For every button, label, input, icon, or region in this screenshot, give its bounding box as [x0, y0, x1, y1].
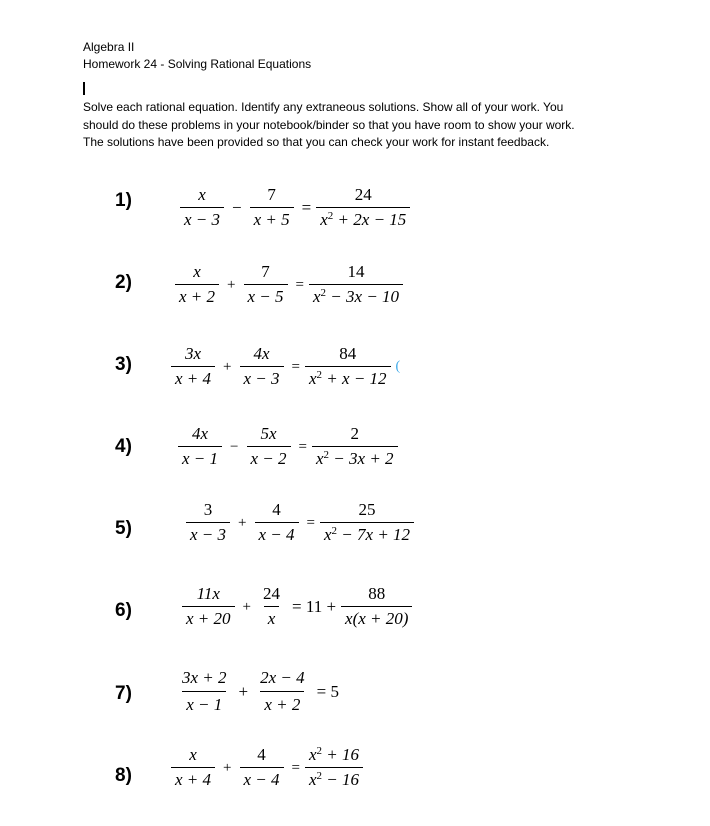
equals-sign: =: [291, 358, 300, 375]
operator: +: [238, 514, 247, 531]
fraction: [171, 344, 215, 389]
fraction: [250, 185, 294, 230]
problem-4-equation: [175, 424, 401, 469]
instructions: [83, 99, 683, 152]
numerator: 24: [354, 185, 372, 204]
instructions-line: should do these problems in your notebook/binder so that you have room to show your work.: [83, 117, 575, 132]
numerator: 5x: [260, 424, 277, 443]
fraction: [240, 344, 284, 389]
fraction: [180, 185, 224, 230]
denominator: $x^2 - 7x + 12$: [320, 522, 414, 545]
denominator: x − 1: [182, 691, 226, 716]
denominator: x + 20: [182, 606, 235, 629]
problem-4-number: 4): [115, 436, 132, 457]
fraction: [171, 745, 215, 790]
denominator: x + 2: [260, 691, 304, 716]
problem-7-number: 7): [115, 683, 132, 704]
denominator: $x^2 - 3x - 10$: [309, 284, 403, 307]
denominator: x + 4: [171, 366, 215, 389]
numerator: 4x: [253, 344, 270, 363]
numerator: 84: [339, 344, 357, 363]
denominator: x − 3: [186, 522, 230, 545]
instructions-line: Solve each rational equation. Identify any extraneous solutions. Show all of your work. You: [83, 100, 564, 114]
denominator: $x^2 + x - 12$: [305, 366, 391, 389]
numerator: 14: [347, 262, 365, 281]
problem-5-equation: [183, 500, 417, 545]
denominator: x + 2: [175, 284, 219, 307]
problem-3-equation: [168, 344, 400, 389]
numerator: 4x: [191, 424, 209, 443]
numerator: x: [193, 262, 201, 281]
denominator: x − 4: [255, 522, 299, 545]
denominator: x − 3: [180, 207, 224, 230]
denominator: x − 1: [178, 446, 222, 469]
operator: +: [227, 276, 236, 293]
numerator: 3x + 2: [182, 668, 227, 687]
operator: −: [230, 438, 239, 455]
problem-2-equation: [172, 262, 406, 307]
denominator: x − 3: [240, 366, 284, 389]
numerator: 11x: [196, 584, 220, 603]
denominator: x − 4: [240, 767, 284, 790]
problem-6-number: 6): [115, 600, 132, 621]
fraction: [259, 584, 284, 629]
homework-title: Homework 24 - Solving Rational Equations: [83, 57, 312, 71]
operator: −: [232, 197, 242, 217]
equals-sign: =: [306, 514, 315, 531]
denominator: x − 2: [247, 446, 291, 469]
text-cursor: [83, 82, 85, 95]
numerator: 24: [263, 584, 280, 603]
fraction: [341, 584, 412, 629]
operator: +: [242, 598, 251, 615]
cursor-handle-icon: (: [395, 358, 401, 374]
fraction: [178, 424, 222, 469]
numerator: 4: [257, 745, 266, 764]
fraction: [309, 262, 403, 307]
denominator: x + 5: [250, 207, 294, 230]
numerator: x: [189, 745, 197, 764]
denominator: x: [264, 606, 280, 629]
fraction: [255, 500, 299, 545]
fraction: [178, 667, 231, 716]
operator: +: [223, 759, 232, 776]
problem-8-equation: [168, 745, 366, 790]
equals-sign: =: [298, 438, 307, 455]
equals-sign: =: [295, 276, 304, 293]
instructions-line: The solutions have been provided so that you can check your work for instant feedback.: [83, 135, 550, 149]
fraction: [316, 185, 410, 230]
fraction: [305, 745, 363, 790]
numerator: 7: [261, 262, 270, 281]
fraction: [182, 584, 235, 629]
fraction: [256, 667, 309, 716]
problem-8-number: 8): [115, 765, 132, 786]
numerator: $x^2 + 16$: [309, 745, 360, 764]
denominator: $x^2 + 2x - 15$: [316, 207, 410, 230]
fraction: [320, 500, 414, 545]
numerator: 3: [203, 500, 213, 519]
fraction: [305, 344, 391, 389]
numerator: 4: [272, 500, 281, 519]
problem-2-number: 2): [115, 272, 132, 293]
numerator: 3x: [184, 344, 202, 363]
problem-1-equation: [177, 185, 413, 230]
fraction: [244, 262, 288, 307]
numerator: 2: [350, 424, 360, 443]
problem-6-equation: [179, 584, 415, 629]
numerator: 7: [267, 185, 276, 204]
denominator: x(x + 20): [341, 606, 412, 629]
fraction: [312, 424, 398, 469]
equals-sign: =: [291, 759, 300, 776]
problem-7-equation: [175, 667, 344, 716]
denominator: $x^2 - 16$: [305, 767, 363, 790]
denominator: x − 5: [244, 284, 288, 307]
numerator: x: [198, 185, 206, 204]
fraction: [240, 745, 284, 790]
operator: +: [223, 358, 232, 375]
numerator: 88: [368, 584, 386, 603]
course-name: Algebra II: [83, 40, 135, 54]
fraction: [175, 262, 219, 307]
problem-3-number: 3): [115, 354, 132, 375]
fraction: [247, 424, 291, 469]
equals-five: = 5: [316, 681, 339, 701]
denominator: x + 4: [171, 767, 215, 790]
equals-eleven-plus: = 11 +: [292, 596, 337, 616]
denominator: $x^2 - 3x + 2$: [312, 446, 398, 469]
operator: +: [238, 681, 249, 701]
problem-1-number: 1): [115, 190, 132, 211]
numerator: 25: [358, 500, 376, 519]
fraction: [186, 500, 230, 545]
problem-5-number: 5): [115, 518, 132, 539]
equals-sign: =: [301, 197, 312, 217]
numerator: 2x − 4: [260, 668, 305, 687]
